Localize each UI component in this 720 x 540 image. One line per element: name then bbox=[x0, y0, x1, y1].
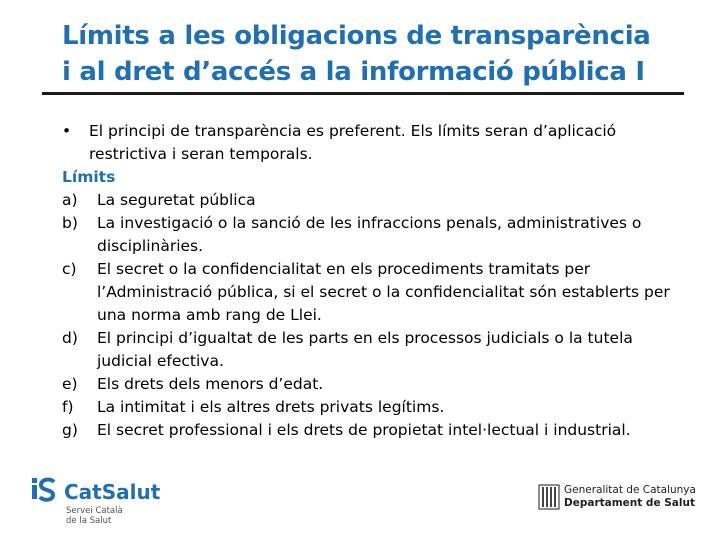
catsalut-subtitle bbox=[66, 506, 123, 526]
list-item-text: La investigació o la sanció de les infraccions penals, administratives o disciplinàries. bbox=[97, 214, 642, 255]
catsalut-logo bbox=[30, 474, 230, 534]
catsalut-emblem-icon bbox=[30, 474, 60, 504]
list-item-label: c) bbox=[62, 260, 77, 278]
title-line-1: Límits a les obligacions de transparència bbox=[62, 21, 651, 51]
list-item-label: d) bbox=[62, 329, 78, 347]
generalitat-name: Generalitat de Catalunya bbox=[564, 484, 696, 496]
list-item bbox=[62, 212, 682, 258]
catsalut-subtitle-line-2: de la Salut bbox=[66, 516, 112, 526]
list-item-label: e) bbox=[62, 375, 78, 393]
generalitat-emblem-icon bbox=[538, 484, 560, 510]
list-item-text: El secret o la confidencialitat en els procediments tramitats per l’Administració pública, si el secret o la confidencialitat són establerts per una norma amb rang de Llei. bbox=[97, 260, 670, 324]
list-item-label: b) bbox=[62, 214, 78, 232]
slide-title bbox=[62, 18, 702, 90]
slide-body bbox=[62, 120, 682, 442]
catsalut-subtitle-line-1: Servei Català bbox=[66, 506, 123, 516]
list-item-text: Els drets dels menors d’edat. bbox=[97, 375, 324, 393]
list-item-text: La seguretat pública bbox=[97, 191, 256, 209]
department-name: Departament de Salut bbox=[564, 497, 695, 509]
catsalut-name: CatSalut bbox=[64, 480, 161, 504]
generalitat-logo bbox=[538, 484, 708, 514]
bullet-item bbox=[62, 120, 682, 166]
list-item bbox=[62, 327, 682, 373]
list-item bbox=[62, 373, 682, 396]
list-item bbox=[62, 396, 682, 419]
list-item-text: El principi d’igualtat de les parts en els processos judicials o la tutela judicial efectiva. bbox=[97, 329, 633, 370]
list-item-text: La intimitat i els altres drets privats legítims. bbox=[97, 398, 445, 416]
list-item-label: f) bbox=[62, 398, 74, 416]
section-heading: Límits bbox=[62, 168, 116, 186]
title-line-2: i al dret d’accés a la informació pública I bbox=[62, 57, 645, 87]
list-item-text: El secret professional i els drets de propietat intel·lectual i industrial. bbox=[97, 421, 631, 439]
list-item bbox=[62, 189, 682, 212]
list-item-label: a) bbox=[62, 191, 78, 209]
list-item bbox=[62, 258, 682, 327]
list-item-label: g) bbox=[62, 421, 78, 439]
bullet-text: El principi de transparència es preferent. Els límits seran d’aplicació restrictiva i seran temporals. bbox=[89, 122, 617, 163]
list-item bbox=[62, 419, 682, 442]
title-underline bbox=[42, 92, 684, 95]
bullet-icon: • bbox=[62, 122, 72, 140]
